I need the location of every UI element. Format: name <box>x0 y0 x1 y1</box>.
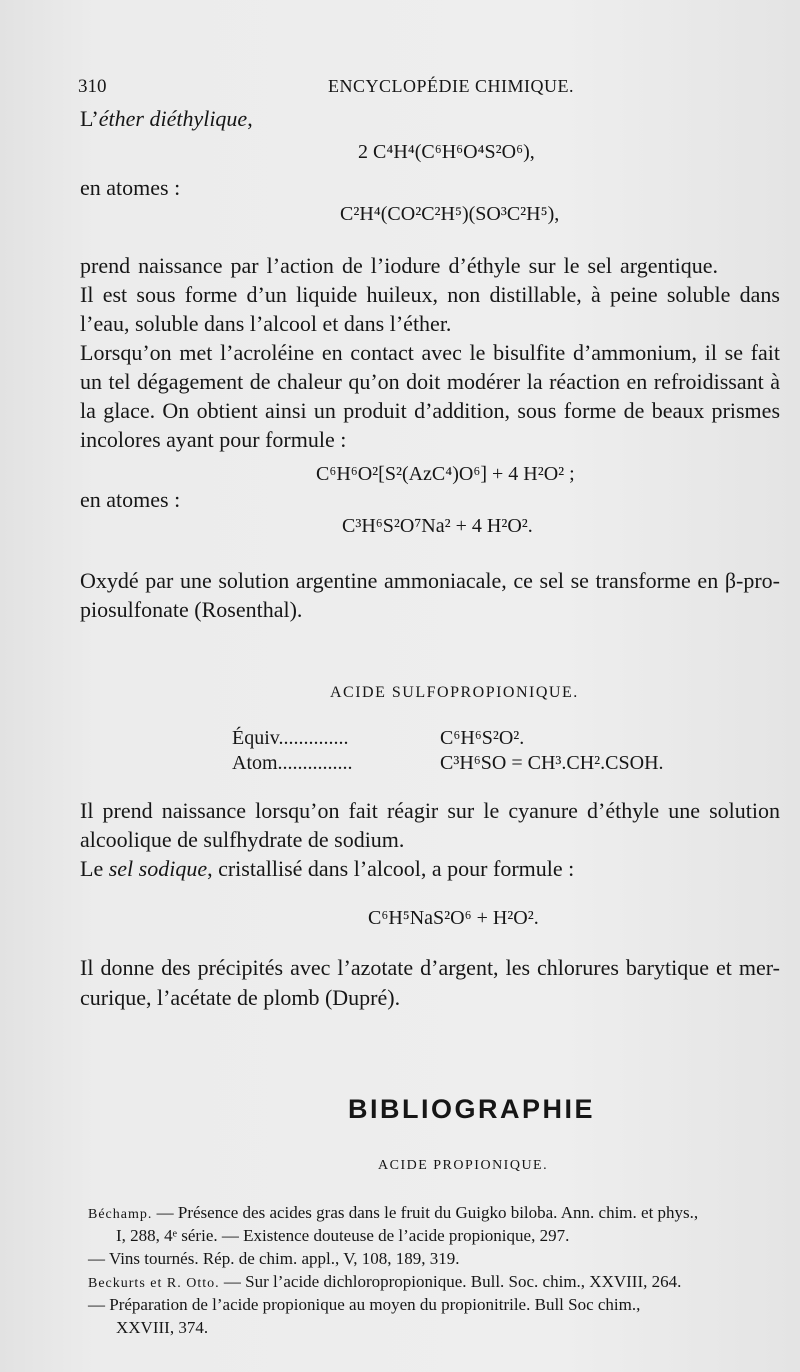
ether-para3-line1: Lorsqu’on met l’acroléine en contact avec le bisulfite d’ammonium, il se fait <box>80 340 780 365</box>
bibliography-subtitle: ACIDE PROPIONIQUE. <box>378 1158 549 1173</box>
page-number: 310 <box>78 76 107 97</box>
sulfo-para1-line2: alcoolique de sulfhydrate de sodium. <box>80 827 405 852</box>
ether-para4-line2: piosulfonate (Rosenthal). <box>80 597 303 622</box>
ether-heading: L’éther diéthylique, <box>80 106 253 131</box>
ref2-line3: XXVIII, 374. <box>116 1318 209 1337</box>
formula-sodium-salt: C⁶H⁵NaS²O⁶ + H²O². <box>368 907 539 929</box>
formula-acrolein-atoms: C³H⁶S²O⁷Na² + 4 H²O². <box>342 515 533 537</box>
running-title: ENCYCLOPÉDIE CHIMIQUE. <box>328 76 574 96</box>
sulfo-para2: Le sel sodique, cristallisé dans l’alcool, a pour formule : <box>80 856 575 881</box>
formula-ether-equiv: 2 C⁴H⁴(C⁶H⁶O⁴S²O⁶), <box>358 141 535 163</box>
atom-value: C³H⁶SO = CH³.CH².CSOH. <box>440 752 664 774</box>
equiv-value: C⁶H⁶S²O². <box>440 727 525 749</box>
atoms-label: en atomes : <box>80 175 181 200</box>
ether-text-1: prend naissance par l’action de l’iodure d’éthyle sur le sel argentique. <box>80 253 718 278</box>
ether-para4-line1: Oxydé par une solution argentine ammoniacale, ce sel se transforme en β-pro- <box>80 568 780 593</box>
ether-para2-line1: Il est sous forme d’un liquide huileux, non distillable, à peine soluble dans <box>80 282 780 307</box>
bibliography-title: BIBLIOGRAPHIE <box>348 1094 596 1124</box>
formula-acrolein-equiv: C⁶H⁶O²[S²(AzC⁴)O⁶] + 4 H²O² ; <box>316 463 575 485</box>
ref1-line2: I, 288, 4ᵉ série. — Existence douteuse de l’acide propionique, 297. <box>116 1226 570 1245</box>
atoms-label-2: en atomes : <box>80 487 181 512</box>
ether-para3-line3: la glace. On obtient ainsi un produit d’addition, sous forme de beaux prismes <box>80 398 780 423</box>
ether-para3-line2: un tel dégagement de chaleur qu’on doit modérer la réaction en refroidissant à <box>80 369 780 394</box>
ether-para2-line2: l’eau, soluble dans l’alcool et dans l’éther. <box>80 311 452 336</box>
sulfopropionic-title: ACIDE SULFOPROPIONIQUE. <box>330 684 579 701</box>
sulfo-para3-line1: Il donne des précipités avec l’azotate d’argent, les chlorures barytique et mer- <box>80 955 780 980</box>
ref1-line1: Béchamp. — Présence des acides gras dans le fruit du Guigko biloba. Ann. chim. et phys., <box>88 1203 699 1222</box>
ether-para3-line4: incolores ayant pour formule : <box>80 427 347 452</box>
sulfo-para1-line1: Il prend naissance lorsqu’on fait réagir sur le cyanure d’éthyle une solution <box>80 798 780 823</box>
ref1-line3: — Vins tournés. Rép. de chim. appl., V, 108, 189, 319. <box>88 1249 460 1268</box>
ref2-line2: — Préparation de l’acide propionique au moyen du propionitrile. Bull Soc chim., <box>88 1295 641 1314</box>
equiv-label: Équiv.............. <box>232 727 349 749</box>
sulfo-para3-line2: curique, l’acétate de plomb (Dupré). <box>80 985 401 1010</box>
ref2-line1: Beckurts et R. Otto. — Sur l’acide dichloropropionique. Bull. Soc. chim., XXVIII, 264. <box>88 1272 682 1291</box>
atom-label: Atom............... <box>232 752 353 774</box>
formula-ether-atoms: C²H⁴(CO²C²H⁵)(SO³C²H⁵), <box>340 203 560 225</box>
